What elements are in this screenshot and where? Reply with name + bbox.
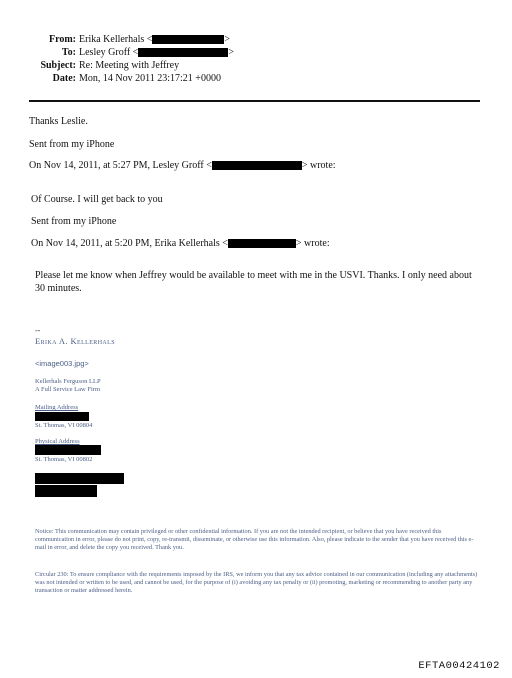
date-value: Mon, 14 Nov 2011 23:17:21 +0000 bbox=[79, 73, 221, 84]
redaction-bar bbox=[152, 35, 224, 44]
header-divider bbox=[29, 100, 480, 102]
sent-from-line: Sent from my iPhone bbox=[29, 139, 115, 150]
signature-block bbox=[35, 326, 335, 516]
signature-name: Erika A. Kellerhals bbox=[35, 336, 115, 346]
email-header bbox=[0, 0, 512, 100]
physical-address-label: Physical Address bbox=[35, 438, 80, 445]
document-id: EFTA00424102 bbox=[418, 660, 500, 672]
to-label: To: bbox=[61, 47, 76, 58]
subject-label: Subject: bbox=[40, 60, 76, 71]
to-value: Lesley Groff < > bbox=[79, 47, 234, 58]
redaction-bar bbox=[228, 239, 296, 248]
redaction-bar bbox=[35, 412, 89, 421]
firm-tagline: A Full Service Law Firm bbox=[35, 386, 100, 393]
sent-from-line-2: Sent from my iPhone bbox=[31, 216, 117, 227]
redaction-bar bbox=[138, 48, 228, 57]
thanks-line: Thanks Leslie. bbox=[29, 116, 88, 127]
request-line-1: Please let me know when Jeffrey would be available to meet with me in the USVI. Thanks. I only need about bbox=[35, 270, 472, 281]
confidentiality-notice: Notice: This communication may contain privileged or other confidential information. If you are not the intended recipient, or believe that you have received this communication in error, please do not print, copy, re-transmit, disseminate, or otherwise use this information. Also, please indicate to the sender that you have received this e-mail in error, and delete the copy you received. Thank you. bbox=[35, 528, 474, 552]
reply-line: Of Course. I will get back to you bbox=[31, 194, 163, 205]
from-value: Erika Kellerhals < > bbox=[79, 34, 231, 45]
redaction-bar bbox=[212, 161, 302, 170]
date-label: Date: bbox=[52, 73, 76, 84]
redaction-bar bbox=[35, 473, 124, 484]
signature-image-ref: <image003.jpg> bbox=[35, 359, 89, 368]
quote-header-1: On Nov 14, 2011, at 5:27 PM, Lesley Groff < > wrote: bbox=[29, 160, 336, 171]
circular-230-notice: Circular 230: To ensure compliance with the requirements imposed by the IRS, we inform you that any tax advice contained in our communication (including any attachments) was not intended or written to be used, and cannot be used, for the purpose of (i) avoiding any tax penalty or (ii) promoting, marketing or recommending to another party any transaction or matter addressed herein. bbox=[35, 571, 478, 595]
quote-header-2: On Nov 14, 2011, at 5:20 PM, Erika Kellerhals < > wrote: bbox=[31, 238, 330, 249]
physical-city: St. Thomas, VI 00802 bbox=[35, 456, 93, 463]
signature-dash: -- bbox=[35, 326, 41, 335]
subject-value: Re: Meeting with Jeffrey bbox=[79, 60, 180, 71]
mailing-city: St. Thomas, VI 00804 bbox=[35, 422, 93, 429]
mailing-address-label: Mailing Address bbox=[35, 404, 79, 411]
firm-name: Kellerhals Ferguson LLP bbox=[35, 378, 101, 385]
redaction-bar bbox=[35, 485, 97, 497]
from-label: From: bbox=[48, 34, 76, 45]
redaction-bar bbox=[35, 445, 101, 455]
request-line-2: 30 minutes. bbox=[35, 283, 82, 294]
